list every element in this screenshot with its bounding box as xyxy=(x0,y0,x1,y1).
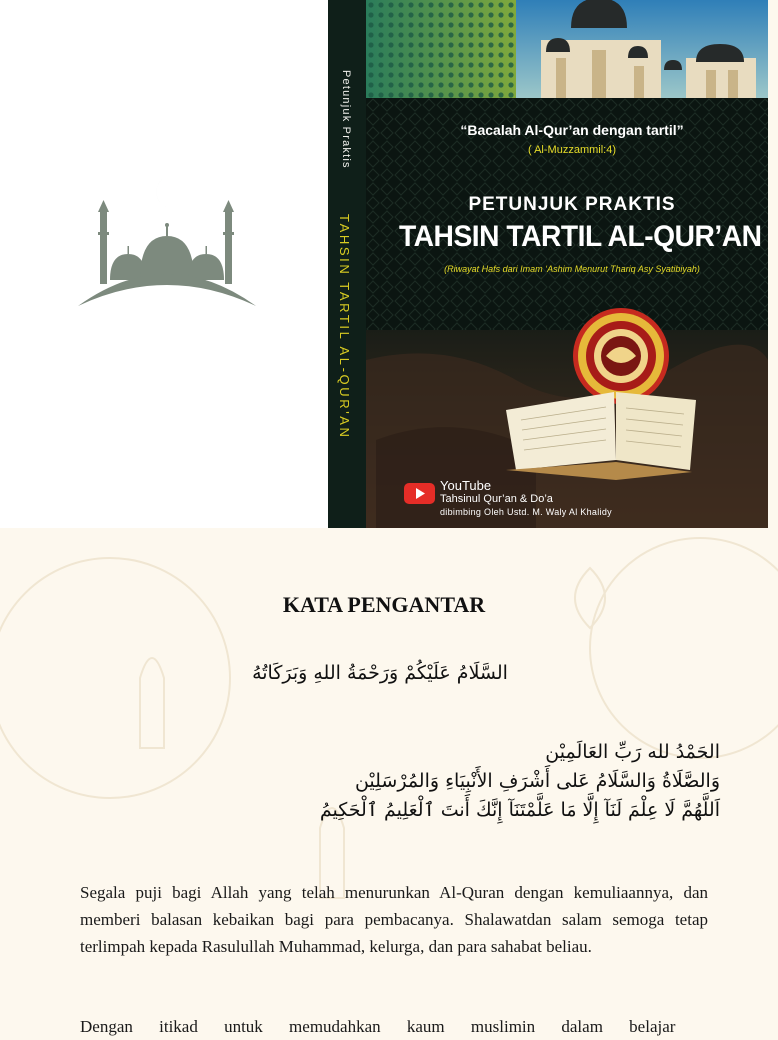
cover-motto-reference: ( Al-Muzzammil:4) xyxy=(527,144,616,156)
arabic-line: الحَمْدُ لله رَبِّ العَالَمِيْن xyxy=(545,741,720,763)
body-paragraph: Segala puji bagi Allah yang telah menurunkan Al-Quran dengan kemuliaannya, dan memberi balasan kebaikan bagi para pembacanya. Shalawatdan salam semoga tetap terlimpah kepada Rasulullah Muhammad, kelurga, dan para sahabat beliau. xyxy=(80,883,708,956)
youtube-channel-block xyxy=(404,478,764,522)
mosque-silhouette-icon xyxy=(72,172,262,312)
arabic-salam: السَّلَامُ عَلَيْكُمْ وَرَحْمَةُ اللهِ وَبَرَكَاتُهُ xyxy=(252,662,508,684)
spine-main-title: TAHSIN TARTIL AL-QUR'AN xyxy=(337,214,352,440)
cover-riwayat-note: (Riwayat Hafs dari Imam ‘Ashim Menurut Thariq Asy Syatibiyah) xyxy=(444,264,700,274)
youtube-wordmark: YouTube xyxy=(440,478,492,493)
preface-page xyxy=(0,528,768,1036)
arabic-line: وَالصَّلَاةُ وَالسَّلَامُ عَلى أَشْرَفِ الأَنْبِيَاءِ وَالمُرْسَلِيْن xyxy=(354,770,720,792)
page-title: KATA PENGANTAR xyxy=(282,592,486,617)
cover-text xyxy=(366,0,768,528)
body-paragraph: Dengan itikad untuk memudahkan kaum muslimin dalam belajar xyxy=(80,1017,676,1036)
cover-title: TAHSIN TARTIL AL-QUR’AN xyxy=(399,220,762,253)
cover-motto: “Bacalah Al-Qur’an dengan tartil” xyxy=(460,122,684,138)
spine-subtitle: Petunjuk Praktis xyxy=(340,70,352,169)
arabic-opening-prayer xyxy=(150,738,720,825)
youtube-guide-credit: dibimbing Oleh Ustd. M. Waly Al Khalidy xyxy=(440,507,612,517)
youtube-play-icon xyxy=(404,483,435,504)
arabic-line: اَللَّهُمَّ لَا عِلْمَ لَنَآ إِلَّا مَا عَلَّمْتَنَآ إِنَّكَ أَنتَ ٱلْعَلِيمُ ٱلْحَكِيمُ xyxy=(319,799,720,821)
spine-title xyxy=(328,0,366,528)
book-spine xyxy=(328,0,366,528)
youtube-channel-name: Tahsinul Qur’an & Do’a xyxy=(440,493,553,505)
cover-subtitle: PETUNJUK PRAKTIS xyxy=(468,194,676,215)
back-cover xyxy=(0,0,328,528)
front-cover xyxy=(366,0,768,528)
